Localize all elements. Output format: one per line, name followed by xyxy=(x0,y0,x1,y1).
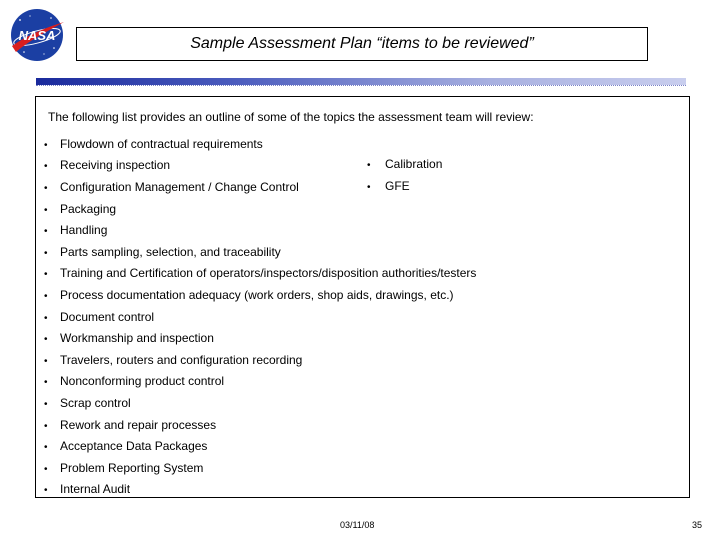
title-box xyxy=(76,27,648,61)
bullet-glyph: • xyxy=(44,291,48,302)
bullet-glyph: • xyxy=(44,334,48,345)
page-number: 35 xyxy=(692,520,703,530)
bullet-glyph: • xyxy=(44,205,48,216)
intro-text: The following list provides an outline of some of the topics the assessment team will review: xyxy=(48,110,534,124)
list-item: Internal Audit xyxy=(60,482,131,496)
bullet-glyph: • xyxy=(44,356,48,367)
list-item: Nonconforming product control xyxy=(60,374,225,388)
bullet-glyph: • xyxy=(44,161,48,172)
list-item: Workmanship and inspection xyxy=(60,331,214,345)
list-item: Travelers, routers and configuration recording xyxy=(60,353,303,367)
bullet-glyph: • xyxy=(44,399,48,410)
bullet-glyph: • xyxy=(44,464,48,475)
bullet-glyph: • xyxy=(44,442,48,453)
list-item: Process documentation adequacy (work orders, shop aids, drawings, etc.) xyxy=(60,288,454,302)
page-title: Sample Assessment Plan “items to be reviewed” xyxy=(190,35,534,52)
bullet-glyph: • xyxy=(44,377,48,388)
list-item: Problem Reporting System xyxy=(60,461,204,475)
list-item: Receiving inspection xyxy=(60,158,171,172)
bullet-glyph: • xyxy=(44,485,48,496)
list-item-right: GFE xyxy=(385,179,410,193)
list-item: Packaging xyxy=(60,202,117,216)
list-item: Document control xyxy=(60,310,155,324)
list-item: Handling xyxy=(60,223,108,237)
header-divider-dots xyxy=(36,85,686,87)
list-item: Configuration Management / Change Control xyxy=(60,180,299,194)
list-item-right: Calibration xyxy=(385,157,443,171)
list-item: Parts sampling, selection, and traceability xyxy=(60,245,281,259)
bullet-glyph: • xyxy=(44,313,48,324)
bullet-glyph: • xyxy=(367,182,371,193)
bullet-glyph: • xyxy=(44,140,48,151)
bullet-glyph: • xyxy=(44,183,48,194)
list-item: Training and Certification of operators/inspectors/disposition authorities/testers xyxy=(60,266,477,280)
bullet-glyph: • xyxy=(44,226,48,237)
bullet-glyph: • xyxy=(44,421,48,432)
bullet-glyph: • xyxy=(44,269,48,280)
bullet-glyph: • xyxy=(44,248,48,259)
header-divider-bar xyxy=(36,78,686,85)
bullet-glyph: • xyxy=(367,160,371,171)
list-item: Acceptance Data Packages xyxy=(60,439,208,453)
list-item: Rework and repair processes xyxy=(60,418,217,432)
list-item: Flowdown of contractual requirements xyxy=(60,137,263,151)
nasa-logo xyxy=(6,6,68,64)
list-item: Scrap control xyxy=(60,396,131,410)
svg-text:NASA: NASA xyxy=(18,28,56,43)
footer-date: 03/11/08 xyxy=(340,520,375,530)
